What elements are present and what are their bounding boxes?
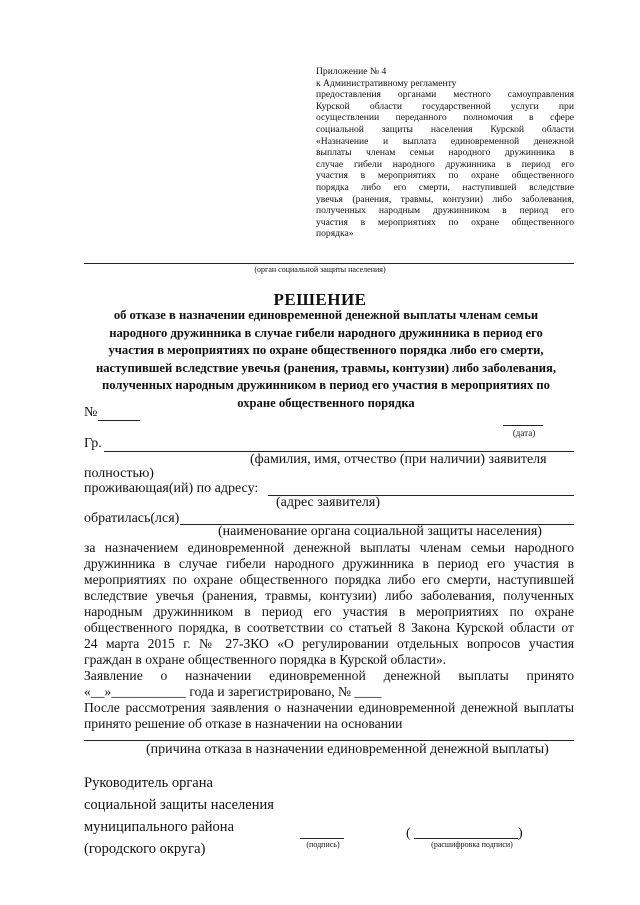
decision-body [84,540,574,732]
signatory-line: Руководитель органа [84,775,213,791]
subtitle-line: наступившей вследствие увечья (ранения, травмы, контузии) либо заболевания, [96,360,556,375]
decode-caption: (расшифровка подписи) [431,840,513,849]
signatory-line: (городского округа) [84,841,206,857]
appendix-line: порядка либо его смерти, наступившей вследствие [316,181,574,193]
appendix-line: увечья (ранения, травмы, контузии) либо заболевания, [316,193,574,205]
reason-field-line[interactable] [84,740,574,741]
decode-open-paren: ( [406,826,411,841]
appendix-line: участия в мероприятиях по охране общественного [316,216,574,228]
signatory-line: муниципального района [84,819,234,835]
appendix-line: Приложение № 4 [316,66,387,77]
subtitle-line: охране общественного порядка [237,395,415,410]
body-line: Заявление о назначении единовременной денежной выплаты принято [84,668,574,683]
appendix-line: случае гибели народного дружинника в период его [316,158,574,170]
number-field-line[interactable] [98,420,140,421]
appendix-line: осуществлении переданного полномочия в сфере [316,112,574,124]
body-line: принято решение об отказе в назначении на основании [84,716,403,731]
document-subtitle [76,307,576,412]
appendix-block [316,66,574,240]
appendix-line: предоставления органами местного самоуправления [316,89,574,101]
body-line: народным дружинником в период его участия в мероприятиях по охране [84,604,574,619]
decode-close-paren: ) [518,826,523,841]
organ-name-caption: (наименование органа социальной защиты населения) [218,524,542,539]
appendix-line: полученных народным дружинником в период его [316,205,574,217]
signatory-line: социальной защиты населения [84,797,274,813]
subtitle-line: участия в мероприятиях по охране общественного порядка либо его смерти, [108,343,544,357]
body-line: граждан в охране общественного порядка в Курской области». [84,652,447,667]
subtitle-line: об отказе в назначении единовременной денежной выплаты членам семьи [113,308,539,322]
date-caption: (дата) [512,428,536,438]
body-line: «__»___________ года и зарегистрировано, № ____ [84,684,382,699]
number-label: № [84,405,98,420]
body-line: 24 марта 2015 г. № 27-ЗКО «О регулировании отдельных вопросов участия [84,636,574,651]
appendix-line: социальной защиты населения Курской области [316,123,574,135]
date-field-line[interactable] [503,425,543,426]
appendix-line: к Административному регламенту [316,77,457,89]
body-line: за назначением единовременной денежной выплаты членам семьи народного [84,540,574,555]
decode-field-line[interactable] [414,838,518,839]
fio-caption-cont: полностью) [84,466,154,481]
subtitle-line: народного дружинника в случае гибели народного дружинника в период его [109,325,543,340]
organ-caption: (орган социальной защиты населения) [254,265,386,274]
body-line: После рассмотрения заявления о назначении единовременной денежной выплаты [84,700,574,715]
signature-field-line[interactable] [300,838,344,839]
appendix-line: порядка» [316,228,354,240]
subtitle-line: полученных народным дружинником в период его участия в мероприятиях по [102,378,550,392]
signature-caption: (подпись) [306,840,340,849]
signatory-block [84,772,274,860]
appendix-line: выплаты членам семьи народного дружинника в [316,147,574,159]
body-line: дружинника в случае гибели народного дружинника в период его участия в [84,556,574,571]
body-line: мероприятиях по охране общественного порядка либо его смерти, наступившей [84,572,574,587]
organ-field-line [84,263,574,264]
appendix-line: участия в мероприятиях по охране общественного [316,170,574,182]
applied-label: обратилась(лся) [84,511,180,526]
appendix-line: Курской области государственной услуги при [316,100,574,112]
fio-caption: (фамилия, имя, отчество (при наличии) заявителя [250,452,547,467]
reason-caption: (причина отказа в назначении единовременной денежной выплаты) [146,742,549,757]
citizen-label: Гр. [84,436,102,451]
document-title: РЕШЕНИЕ [273,290,367,309]
appendix-line: «Назначение и выплата единовременной денежной [316,135,574,147]
body-line: общественного порядка, в соответствии со статьей 8 Закона Курской области от [84,620,574,635]
address-label: проживающая(ий) по адресу: [84,481,259,496]
address-caption: (адрес заявителя) [276,495,380,510]
body-line: вследствие увечья (ранения, травмы, контузии) либо заболевания, полученных [84,588,574,603]
